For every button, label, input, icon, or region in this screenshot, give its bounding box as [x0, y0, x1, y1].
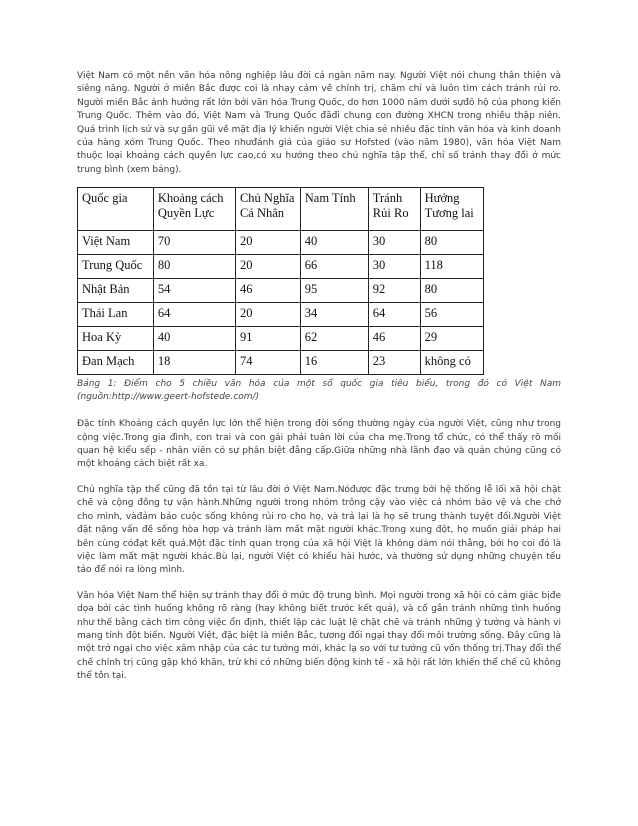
- header-masculinity: Nam Tính: [300, 188, 368, 231]
- table-row: [78, 279, 484, 303]
- cell-value: 74: [235, 351, 300, 375]
- cell-value: 80: [420, 279, 483, 303]
- collectivism-paragraph: Chủ nghĩa tập thể cũng đã tồn tại từ lâu đời ở Việt Nam.Nóđược đặc trưng bởi hệ thống lễ lối xã hội chặt chẽ và cộng đồng tự vận hành.Những người trong nhóm trông cậy vào việc cả nhóm bảo vệ và che chở cho mình, vàđảm bảo cuộc sống không rủi ro cho họ, và trả lại là họ sẽ trung thành tuyệt đối.Người Việt đặt nặng vấn đề sống hòa hợp và tránh làm mất mặt người khác.Trong xung đột, họ muốn giải pháp hai bên cùng cóđạt kết quả.Một đặc tính quan trọng của xã hội Việt là không dám nói thẳng, bởi họ coi đó là việc làm mất mặt người khác.Bù lại, người Việt có khiếu hài hước, và thường sử dụng những chuyện tếu tảo để nói ra lòng mình.: [77, 484, 561, 576]
- cell-value: 91: [235, 327, 300, 351]
- table-row: [78, 303, 484, 327]
- cell-value: 34: [300, 303, 368, 327]
- header-individualism: Chủ Nghĩa Cá Nhân: [235, 188, 300, 231]
- table-header-row: [78, 188, 484, 231]
- cell-country: Thái Lan: [78, 303, 154, 327]
- header-long-term-orientation: Hướng Tương lai: [420, 188, 483, 231]
- table-row: [78, 351, 484, 375]
- table-row: [78, 327, 484, 351]
- cell-value: 95: [300, 279, 368, 303]
- cell-value: 29: [420, 327, 483, 351]
- cell-value: 40: [300, 231, 368, 255]
- cell-value: 23: [368, 351, 420, 375]
- cell-value: không có: [420, 351, 483, 375]
- power-distance-paragraph: Đặc tính Khoảng cách quyền lực lớn thể hiện trong đời sống thường ngày của người Việt, cũng như trong cộng việc.Trong gia đình, con trai và con gái phải tuân lời của cha mẹ.Trong tổ chức, có thể thấy rõ mối quan hệ kiểu sếp - nhân viên có sự phân biệt đẳng cấp.Giữa những nhà lãnh đạo và quản chúng cũng có một khoảng cách biệt rất xa.: [77, 419, 561, 470]
- header-uncertainty-avoidance: Tránh Rủi Ro: [368, 188, 420, 231]
- cell-value: 30: [368, 255, 420, 279]
- cell-value: 46: [368, 327, 420, 351]
- cell-country: Trung Quốc: [78, 255, 154, 279]
- table-row: [78, 255, 484, 279]
- header-power-distance: Khoảng cách Quyền Lực: [153, 188, 235, 231]
- table-caption: Bảng 1: Điểm cho 5 chiều văn hóa của một số quốc gia tiêu biểu, trong đó có Việt Nam (nguồn:http://www.geert-hofstede.com/): [77, 379, 561, 403]
- document-page: [77, 70, 561, 684]
- hofstede-table: [77, 187, 484, 375]
- cell-value: 20: [235, 231, 300, 255]
- cell-value: 80: [153, 255, 235, 279]
- cell-value: 70: [153, 231, 235, 255]
- cell-value: 40: [153, 327, 235, 351]
- cell-value: 46: [235, 279, 300, 303]
- cell-value: 64: [368, 303, 420, 327]
- cell-value: 30: [368, 231, 420, 255]
- cell-value: 66: [300, 255, 368, 279]
- cell-value: 92: [368, 279, 420, 303]
- cell-value: 20: [235, 303, 300, 327]
- intro-paragraph: Việt Nam có một nền văn hóa nông nghiệp lâu đời cả ngàn năm nay. Người Việt nói chung thân thiện và siêng năng. Người ở miền Bắc được coi là nhạy cảm về chính trị, chăm chỉ và luôn tìm cách tránh rủi ro. Người miền Bắc ảnh hưởng rất lớn bởi văn hóa Trung Quốc, do hơn 1000 năm dưới sựđô hộ của phong kiến Trung Quốc. Thêm vào đó, Việt Nam và Trung Quốc đãđi chung con đường XHCN trong nhiều thập niên. Quá trình lịch sử và sự gần gũi về mặt địa lý khiến người Việt chia sẻ nhiều đặc tính văn hóa và kinh doanh của hàng xóm Trung Quốc. Theo nhưđánh giá của giáo sư Hofsted (vào năm 1980), văn hóa Việt Nam thuộc loại khoảng cách quyền lực cao,có xu hướng theo chủ nghĩa tập thể, chỉ số tránh thay đổi ở mức trung bình (xem bảng).: [77, 71, 561, 175]
- table-row: [78, 231, 484, 255]
- cell-value: 16: [300, 351, 368, 375]
- cell-value: 18: [153, 351, 235, 375]
- cell-country: Đan Mạch: [78, 351, 154, 375]
- header-country: Quốc gia: [78, 188, 154, 231]
- cell-value: 54: [153, 279, 235, 303]
- cell-value: 20: [235, 255, 300, 279]
- cell-value: 118: [420, 255, 483, 279]
- uncertainty-avoidance-paragraph: Văn hóa Việt Nam thể hiện sự tránh thay đổi ở mức độ trung bình. Mọi người trong xã hội có cảm giác bịđe dọa bởi các tình huống không rõ ràng (hay không biết trước kết quả), và cố gắn tránh những tình huống như thế bằng cách tìm công việc ổn định, thiết lập các luật lệ chặt chẽ và tránh những ý tưởng và hành vi mang tính đột biến. Người Việt, đặc biệt là miền Bắc, tương đối ngại thay đổi môi trường sống. Đây cũng là một trở ngại cho việc xâm nhập của các tư tưởng mới, khác lạ so với tư tưởng cũ vốn thống trị.Thay đổi thể chế chính trị cũng gặp khó khăn, trừ khi có những biến động kinh tế - xã hội rất lớn khiến thể chế cũ không thể tồn tại.: [77, 590, 561, 682]
- cell-country: Hoa Kỳ: [78, 327, 154, 351]
- cell-value: 62: [300, 327, 368, 351]
- cell-country: Việt Nam: [78, 231, 154, 255]
- cell-value: 64: [153, 303, 235, 327]
- cell-value: 80: [420, 231, 483, 255]
- cell-country: Nhật Bản: [78, 279, 154, 303]
- cell-value: 56: [420, 303, 483, 327]
